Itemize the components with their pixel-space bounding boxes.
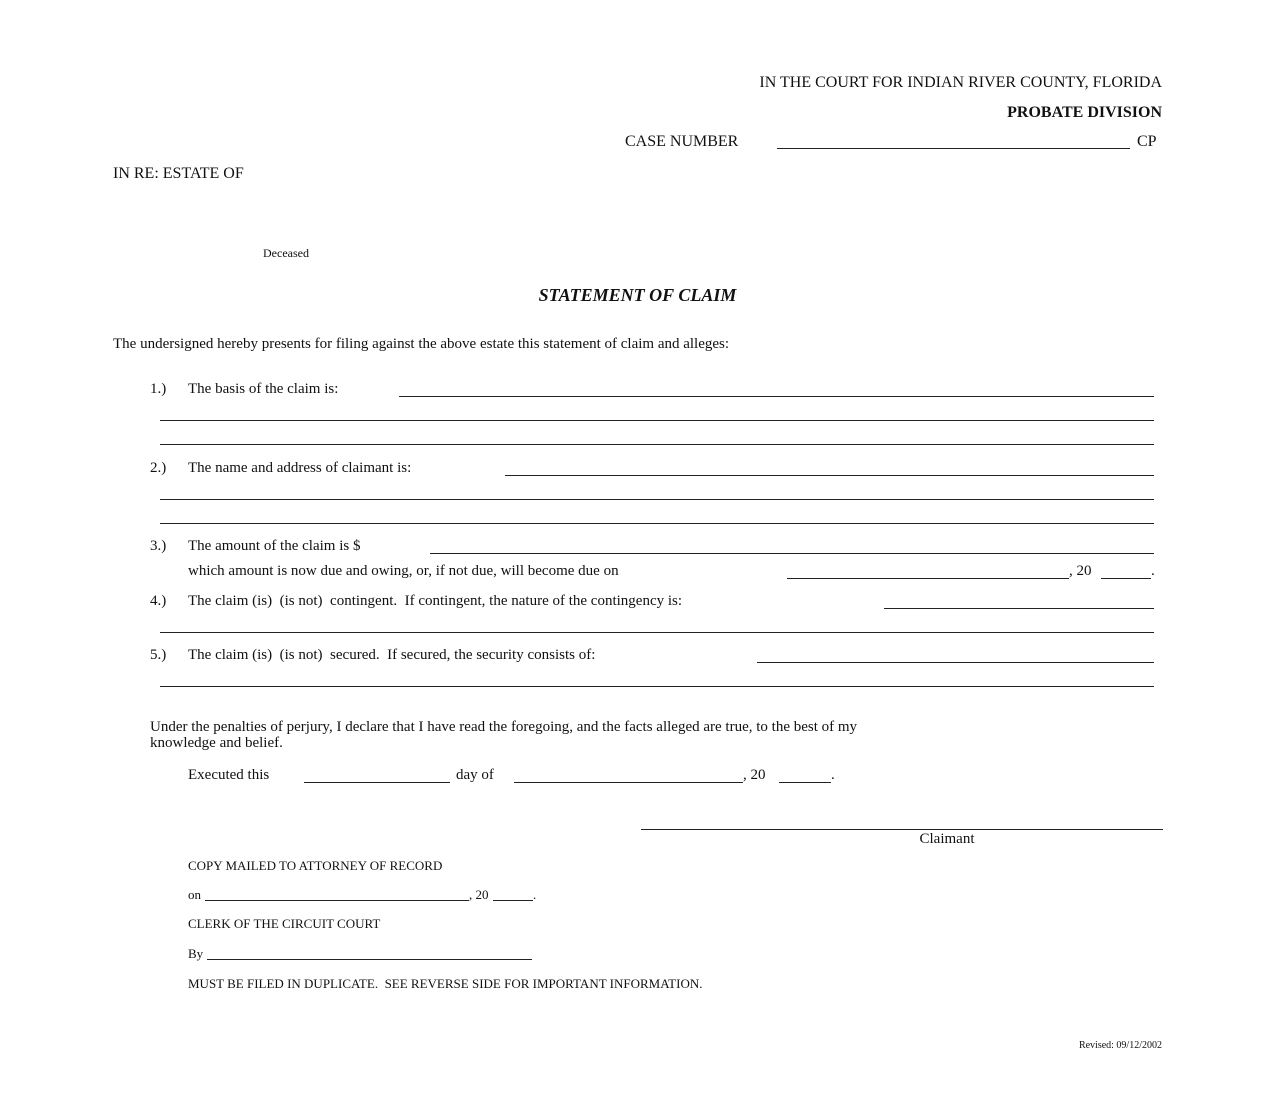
declaration-line-2: knowledge and belief.: [150, 735, 283, 751]
copy-year-label: , 20: [469, 887, 489, 902]
document-title: STATEMENT OF CLAIM: [538, 285, 737, 305]
executed-period: .: [831, 767, 835, 783]
claimant-label: Claimant: [919, 831, 975, 847]
amount-field[interactable]: [430, 553, 1154, 554]
item-1-text: The basis of the claim is:: [188, 381, 339, 397]
item-3-year-label: , 20: [1069, 563, 1092, 579]
due-date-field[interactable]: [787, 578, 1069, 579]
copy-year-field[interactable]: [493, 900, 533, 901]
contingency-field-line-2[interactable]: [160, 632, 1154, 633]
day-of-label: day of: [456, 767, 494, 783]
revised-date: Revised: 09/12/2002: [1078, 1040, 1162, 1051]
item-4-text: The claim (is) (is not) contingent. If contingent, the nature of the contingency is:: [188, 593, 683, 609]
item-3-period: .: [1151, 563, 1155, 579]
deceased-label: Deceased: [263, 246, 309, 260]
claimant-field-line-3[interactable]: [160, 523, 1154, 524]
intro-text: The undersigned hereby presents for filing against the above estate this statement of claim and alleges:: [113, 336, 730, 352]
item-5-number: 5.): [150, 647, 167, 663]
court-heading: IN THE COURT FOR INDIAN RIVER COUNTY, FLORIDA: [759, 74, 1162, 91]
copy-mailed-label: COPY MAILED TO ATTORNEY OF RECORD: [188, 858, 443, 873]
copy-date-field[interactable]: [205, 900, 469, 901]
case-number-label: CASE NUMBER: [625, 133, 739, 150]
basis-field-line-2[interactable]: [160, 420, 1154, 421]
case-number-field[interactable]: [777, 148, 1130, 149]
claimant-field-line-1[interactable]: [505, 475, 1154, 476]
item-3-number: 3.): [150, 538, 167, 554]
claimant-signature-field[interactable]: [641, 829, 1163, 830]
item-5-text: The claim (is) (is not) secured. If secured, the security consists of:: [188, 647, 596, 663]
case-suffix: CP: [1137, 133, 1157, 150]
filing-notice: MUST BE FILED IN DUPLICATE. SEE REVERSE SIDE FOR IMPORTANT INFORMATION.: [188, 976, 703, 991]
security-field-line-1[interactable]: [757, 662, 1154, 663]
due-year-field[interactable]: [1101, 578, 1151, 579]
item-1-number: 1.): [150, 381, 167, 397]
executed-month-field[interactable]: [514, 782, 743, 783]
item-2-number: 2.): [150, 460, 167, 476]
division-heading: PROBATE DIVISION: [1007, 104, 1162, 121]
item-3-text: The amount of the claim is $: [188, 538, 361, 554]
in-re-label: IN RE: ESTATE OF: [113, 165, 244, 182]
executed-year-label: , 20: [743, 767, 766, 783]
by-label: By: [188, 946, 204, 961]
basis-field-line-1[interactable]: [399, 396, 1154, 397]
clerk-signature-field[interactable]: [207, 959, 532, 960]
basis-field-line-3[interactable]: [160, 444, 1154, 445]
declaration-line-1: Under the penalties of perjury, I declare that I have read the foregoing, and the facts alleged are true, to the best of my: [150, 719, 858, 735]
item-2-text: The name and address of claimant is:: [188, 460, 412, 476]
contingency-field-line-1[interactable]: [884, 608, 1154, 609]
clerk-label: CLERK OF THE CIRCUIT COURT: [188, 916, 381, 931]
item-3-due-text: which amount is now due and owing, or, if not due, will become due on: [188, 563, 619, 579]
executed-day-field[interactable]: [304, 782, 450, 783]
security-field-line-2[interactable]: [160, 686, 1154, 687]
copy-period: .: [533, 887, 537, 902]
item-4-number: 4.): [150, 593, 167, 609]
claimant-field-line-2[interactable]: [160, 499, 1154, 500]
executed-label: Executed this: [188, 767, 270, 783]
executed-year-field[interactable]: [779, 782, 831, 783]
copy-on-label: on: [188, 887, 201, 902]
